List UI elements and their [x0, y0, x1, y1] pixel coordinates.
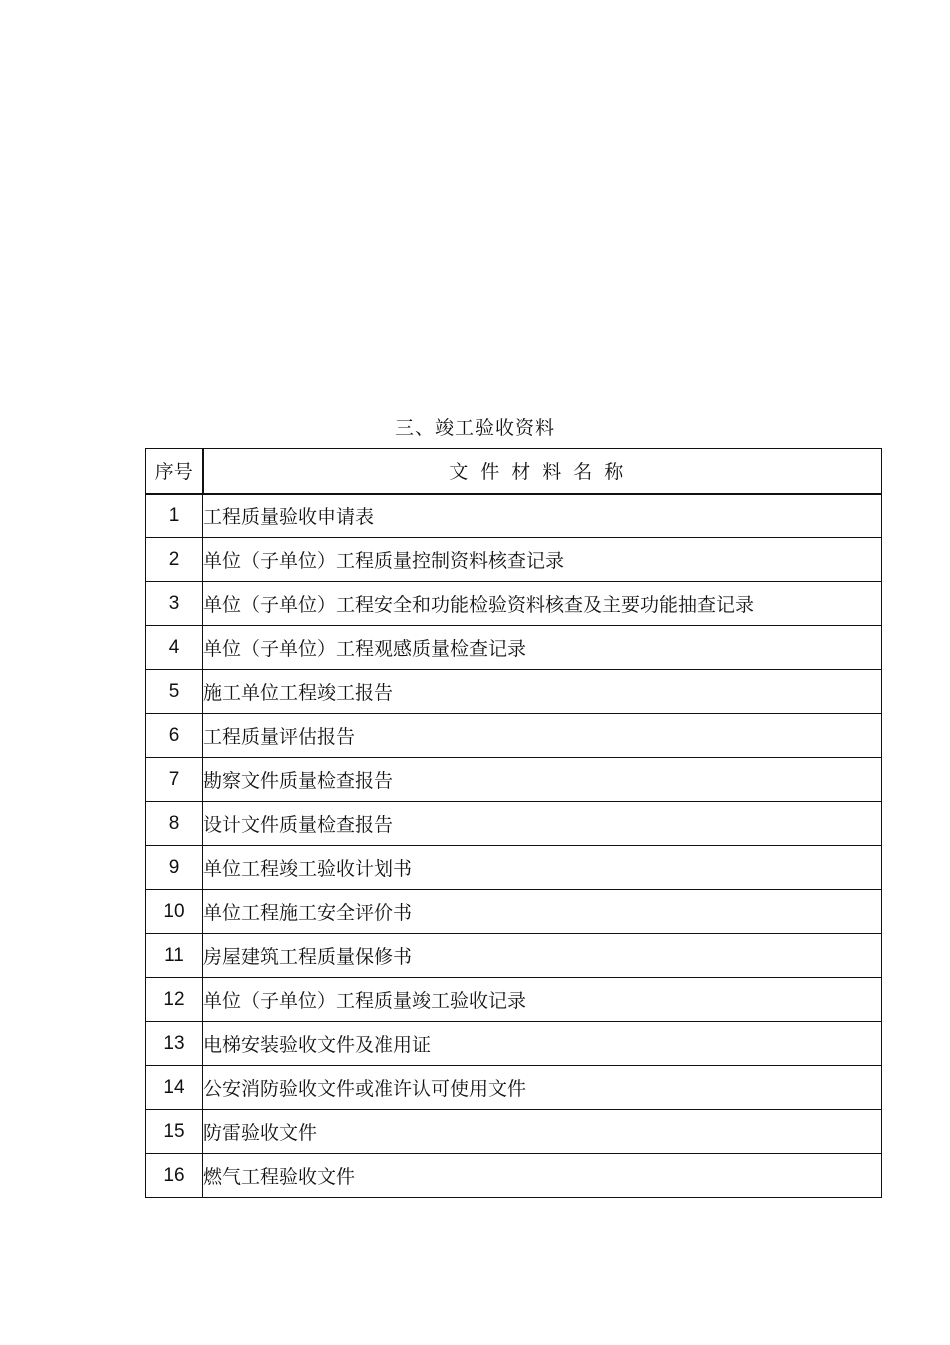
- table-row: [146, 714, 882, 758]
- row-document-name: 公安消防验收文件或准许认可使用文件: [203, 1066, 882, 1110]
- row-number: 10: [146, 890, 203, 934]
- header-document-name: 文件材料名称: [203, 449, 882, 494]
- table-row: [146, 626, 882, 670]
- table-row: [146, 846, 882, 890]
- row-number: 5: [146, 670, 203, 714]
- row-document-name: 施工单位工程竣工报告: [203, 670, 882, 714]
- records-table: [145, 448, 882, 1198]
- row-number: 2: [146, 538, 203, 582]
- row-number: 16: [146, 1154, 203, 1198]
- row-number: 12: [146, 978, 203, 1022]
- table-row: [146, 1066, 882, 1110]
- table-row: [146, 1110, 882, 1154]
- table-row: [146, 1154, 882, 1198]
- row-number: 9: [146, 846, 203, 890]
- row-document-name: 设计文件质量检查报告: [203, 802, 882, 846]
- table-row: [146, 802, 882, 846]
- row-document-name: 房屋建筑工程质量保修书: [203, 934, 882, 978]
- row-document-name: 单位（子单位）工程观感质量检查记录: [203, 626, 882, 670]
- row-document-name: 单位工程施工安全评价书: [203, 890, 882, 934]
- row-document-name: 勘察文件质量检查报告: [203, 758, 882, 802]
- row-document-name: 单位（子单位）工程质量控制资料核查记录: [203, 538, 882, 582]
- row-number: 7: [146, 758, 203, 802]
- row-document-name: 单位工程竣工验收计划书: [203, 846, 882, 890]
- table-row: [146, 538, 882, 582]
- row-number: 11: [146, 934, 203, 978]
- row-number: 6: [146, 714, 203, 758]
- row-document-name: 单位（子单位）工程安全和功能检验资料核查及主要功能抽查记录: [203, 582, 882, 626]
- table-row: [146, 758, 882, 802]
- row-number: 3: [146, 582, 203, 626]
- row-number: 13: [146, 1022, 203, 1066]
- row-document-name: 工程质量验收申请表: [203, 494, 882, 538]
- table-row: [146, 978, 882, 1022]
- row-number: 1: [146, 494, 203, 538]
- row-document-name: 燃气工程验收文件: [203, 1154, 882, 1198]
- table-row: [146, 670, 882, 714]
- header-serial-number: 序号: [146, 449, 203, 494]
- table-body: [146, 494, 882, 1198]
- table-header: [146, 449, 882, 494]
- table-row: [146, 1022, 882, 1066]
- table-row: [146, 934, 882, 978]
- row-document-name: 电梯安装验收文件及准用证: [203, 1022, 882, 1066]
- table-row: [146, 890, 882, 934]
- header-row: [146, 449, 882, 494]
- row-document-name: 单位（子单位）工程质量竣工验收记录: [203, 978, 882, 1022]
- row-number: 4: [146, 626, 203, 670]
- row-document-name: 工程质量评估报告: [203, 714, 882, 758]
- table-row: [146, 494, 882, 538]
- document-title: 三、竣工验收资料: [394, 417, 555, 439]
- row-number: 15: [146, 1110, 203, 1154]
- row-number: 14: [146, 1066, 203, 1110]
- row-number: 8: [146, 802, 203, 846]
- row-document-name: 防雷验收文件: [203, 1110, 882, 1154]
- table-row: [146, 582, 882, 626]
